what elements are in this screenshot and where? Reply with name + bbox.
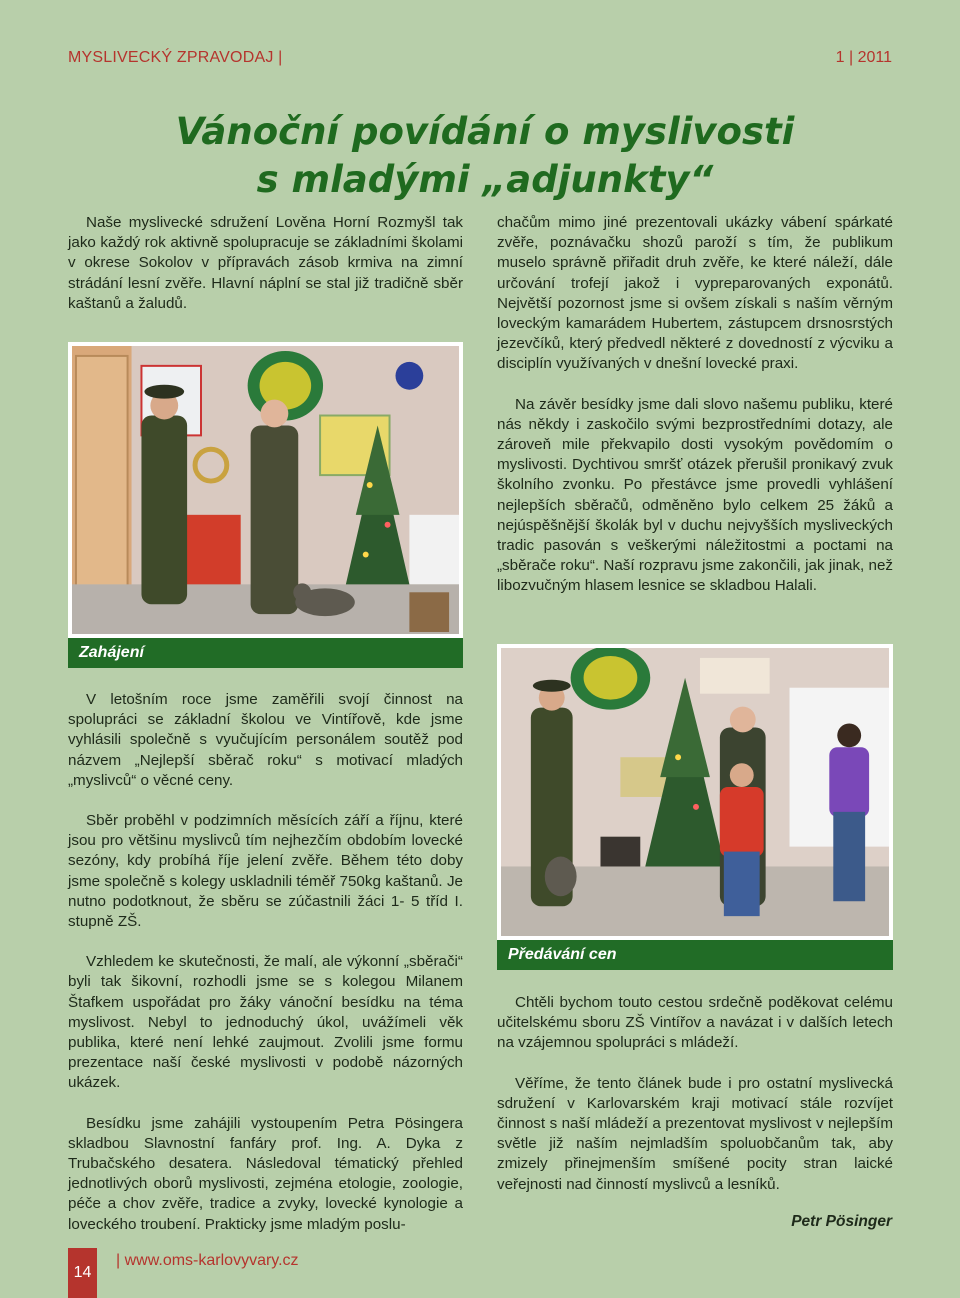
- photo-opening: [68, 342, 463, 638]
- author-signature: Petr Pösinger: [791, 1213, 892, 1230]
- issue-number: 1 | 2011: [835, 49, 892, 66]
- paragraph: Besídku jsme zahájili vystoupením Petra Pösingera skladbou Slavnostní fanfáry prof. Ing. A. Dyka z Trubačského desatera. Následoval tématický přehled jednotlivých oborů myslivosti, zejména etologie, zoologie, péče a chov zvěře, tradice a zvyky, lovecké kynologie a loveckého troubení. Prakticky jsme mladým poslu-: [68, 1114, 463, 1233]
- paragraph: Vzhledem ke skutečnosti, že malí, ale výkonní „sběrači“ byli tak šikovní, rozhodli jsme se s kolegou Milanem Štafkem uspořádat pro žáky vánoční besídku na téma myslivost. Nebyl to jednoduchý úkol, uvážímeli věk publika, které není lehké zaujmout. Zvolili jsme formu prezentace naší české myslivosti v podobě názorných ukázek.: [68, 953, 463, 1092]
- intro-paragraph: Naše myslivecké sdružení Lověna Horní Rozmyšl tak jako každý rok aktivně spolupracuje se základními školami v okrese Sokolov v přípravách zásob krmiva na zimní strádání lesní zvěře. Hlavní náplní se stal již tradičně sběr kaštanů a žaludů.: [68, 214, 463, 312]
- paragraph: Sběr proběhl v podzimních měsících září a říjnu, které jsou pro většinu myslivců tím nejhezčím obdobím lovecké sezóny, kdy probíhá říje jelení zvěře. Během této doby jsme společně s kolegy uskladnili téměř 750kg kaštanů. Je nutno podotknout, že sběru se zúčastnili žáci 1- 5 tříd I. stupně ZŠ.: [68, 812, 463, 931]
- caption-awards: Předávání cen: [497, 940, 893, 970]
- magazine-header: MYSLIVECKÝ ZPRAVODAJ |: [68, 49, 283, 66]
- paragraph: Chtěli bychom touto cestou srdečně poděkovat celému učitelskému sboru ZŠ Vintířov a navázat i v dalších letech na vzájemnou spolupráci s mládeží.: [497, 994, 893, 1052]
- photo-awards-image: [501, 648, 889, 936]
- paragraph: V letošním roce jsme zaměřili svojí činnost na spolupráci se základní školou ve Vintířově, kde jsme vyhlásili společně s vyučujícím personálem soutěž pod názvem „Nejlepší sběrač roku“ s motivací mladých „myslivců“ o věcné ceny.: [68, 691, 463, 789]
- article-title: [120, 108, 850, 204]
- paragraph: Věříme, že tento článek bude i pro ostatní myslivecká sdružení v Karlovarském kraji motivací stále rozvíjet činnost s naší mládeží a prezentovat myslivost v nejlepším světle již naším nejmladším spoluobčanům tak, aby zmizely přinejmenším smíšené pocity stran laické veřejnosti nad činností myslivců a lesníků.: [497, 1074, 893, 1193]
- title-line-1: Vánoční povídání o myslivosti: [175, 110, 795, 153]
- caption-opening: Zahájení: [68, 638, 463, 668]
- intro-paragraph-block: [68, 213, 463, 334]
- paragraph: chačům mimo jiné prezentovali ukázky vábení spárkaté zvěře, poznávačku shozů paroží s tím, že publikum muselo správně přiřadit druh zvěře, ke které náleží, dále určování trofejí jakož i vypreparovaných exponátů. Největší pozornost jsme si ovšem získali s naším věrným loveckým kamarádem Hubertem, zástupcem drsnosrstých jezevčíků, který předvedl některé z dovedností z výcviku a disciplín využívaných v dnešní lovecké praxi.: [497, 214, 893, 373]
- page-number: 14: [68, 1248, 97, 1298]
- column-2-top: [497, 213, 893, 617]
- title-line-2: s mladými „adjunkty“: [256, 158, 714, 201]
- website-link[interactable]: | www.oms-karlovyvary.cz: [116, 1252, 299, 1269]
- photo-awards: [497, 644, 893, 940]
- column-2-bottom: [497, 993, 893, 1215]
- paragraph: Na závěr besídky jsme dali slovo našemu publiku, které nás někdy i zaskočilo svými bezprostředními dotazy, ale zároveň mile překvapilo dosti vysokým povědomím o myslivosti. Dychtivou smršť otázek přerušil pronikavý zvuk školního zvonku. Po přestávce jsme provedli vyhlášení nejlepších sběračů, odměněno bylo celkem 25 žáků a nejúspěšnější školák byl v duchu nejvyšších mysliveckých tradic pasován s veškerými náležitostmi a poctami na „sběrače roku“. Naší rozpravu jsme zakončili, jak jinak, než libozvučným hlasem lesnice se skladbou Halali.: [497, 395, 893, 595]
- photo-opening-image: [72, 346, 459, 634]
- column-1-body: [68, 690, 463, 1255]
